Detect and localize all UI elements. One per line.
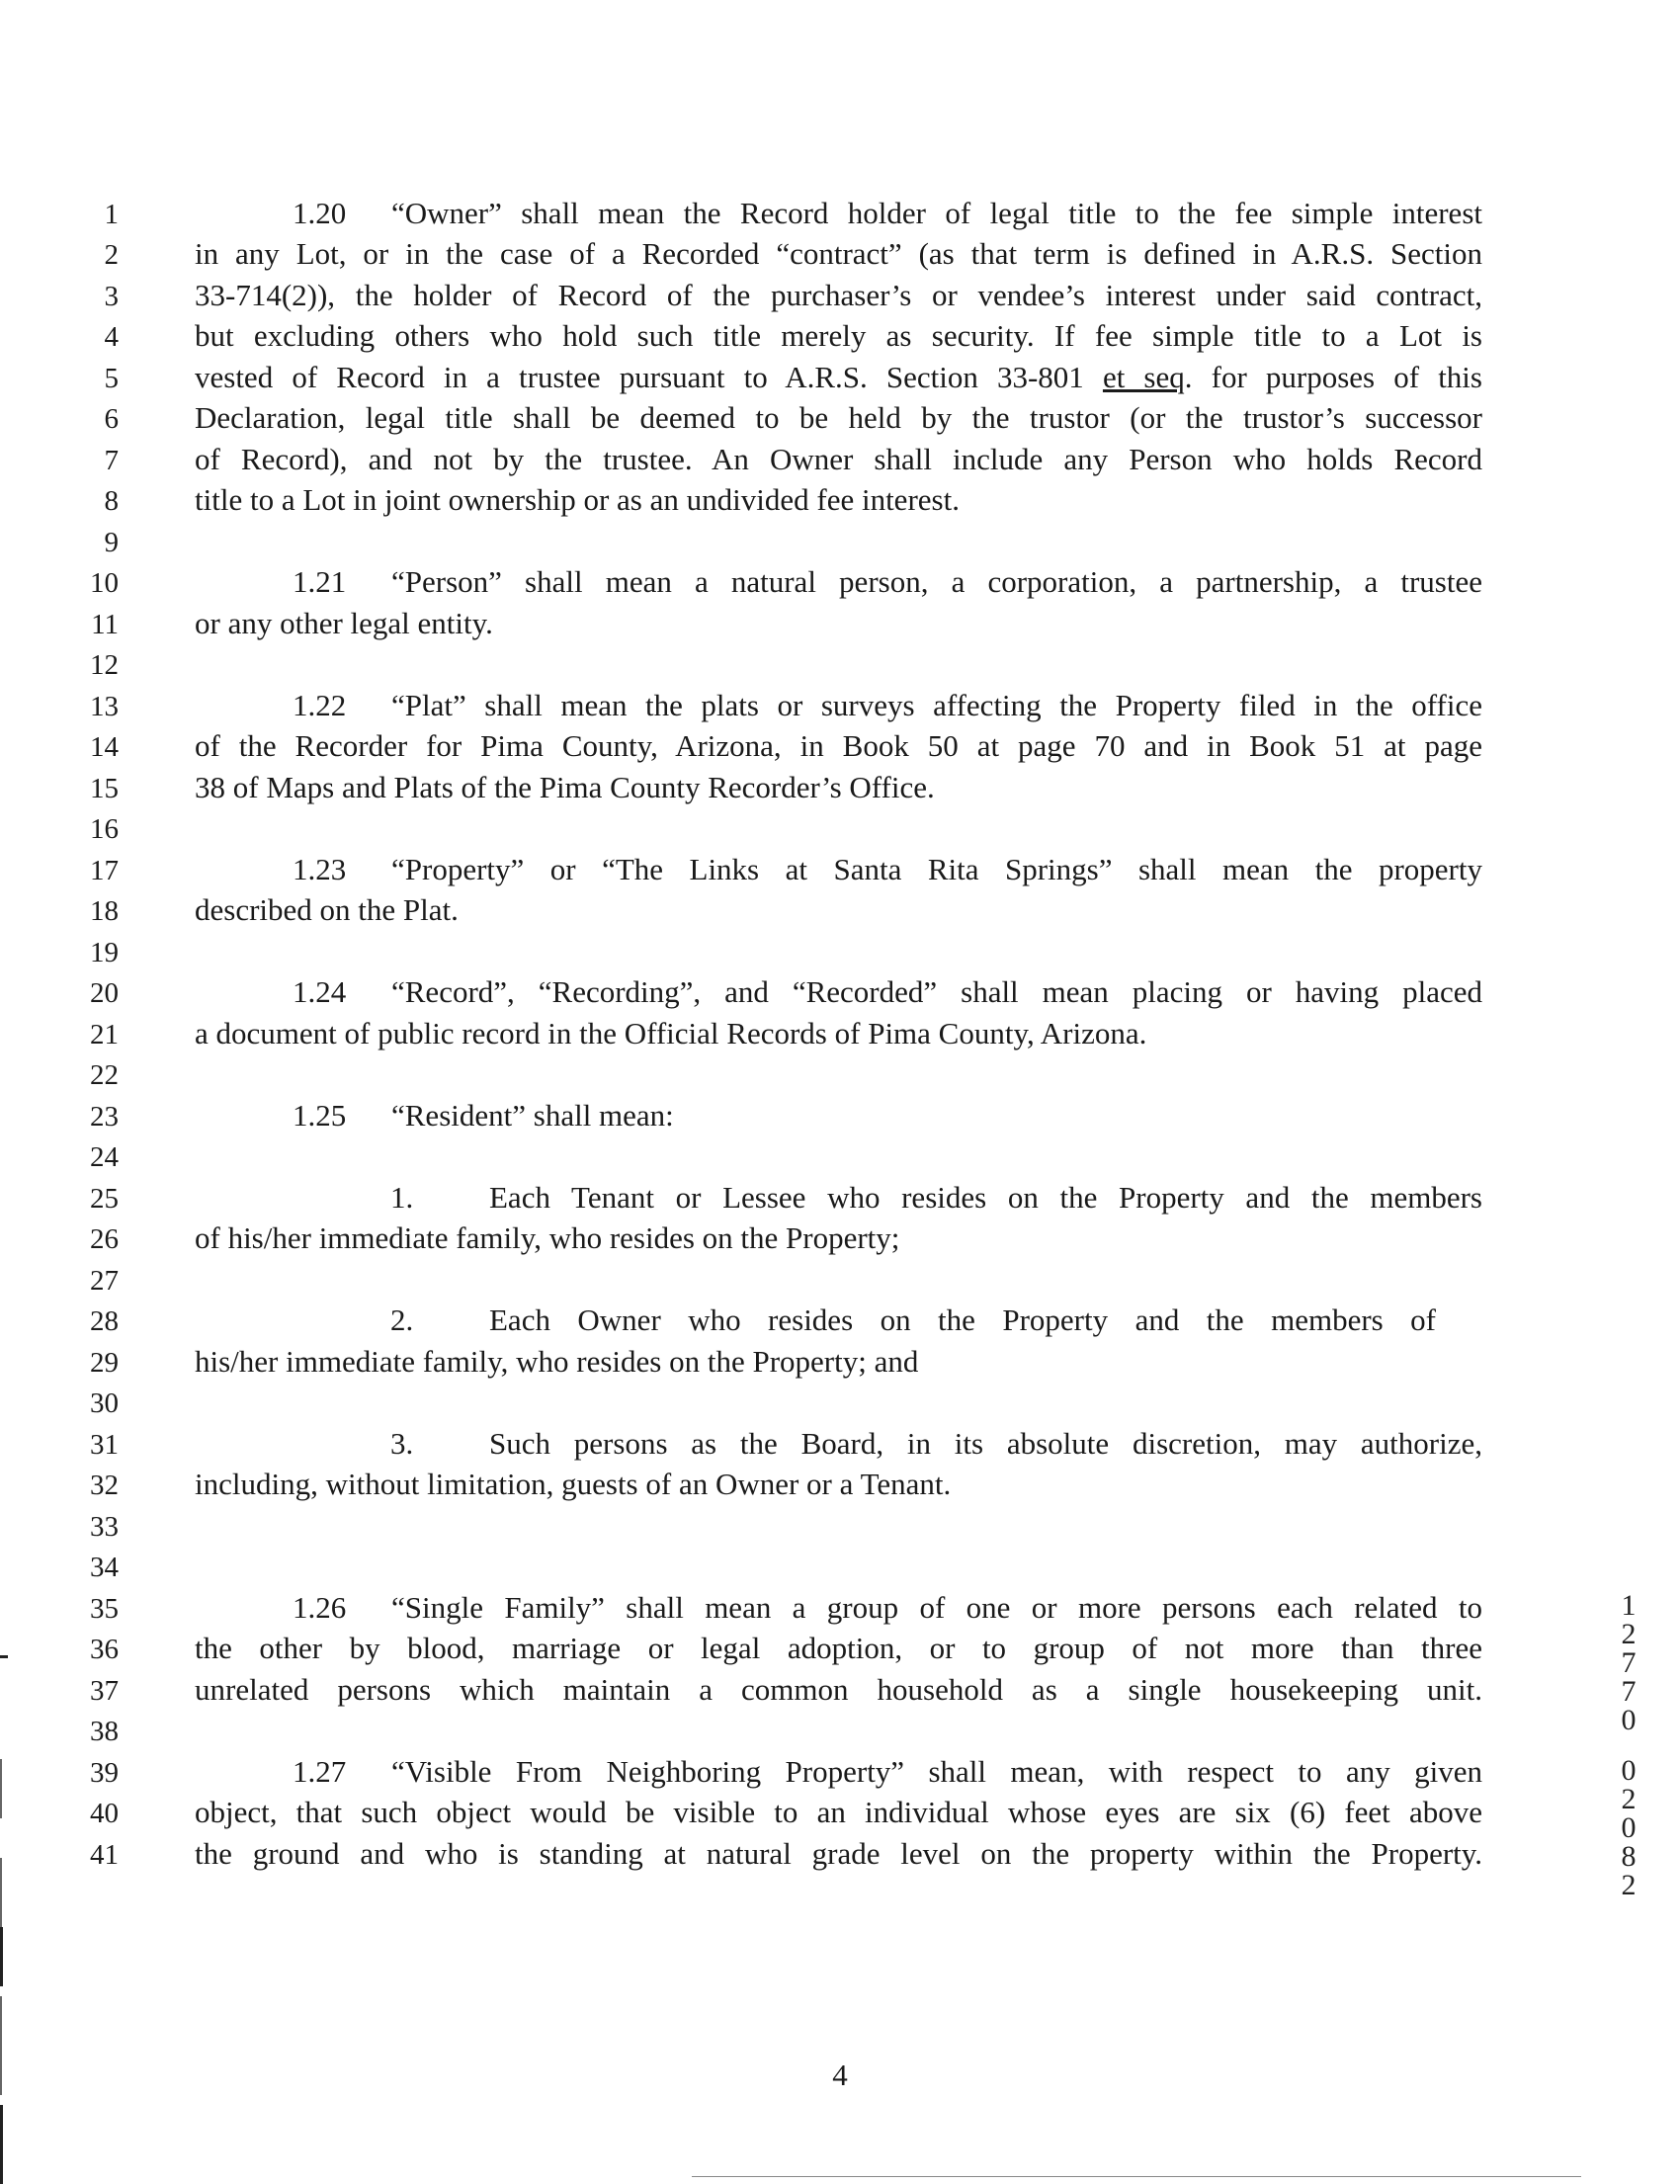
stamp-digit: 2 — [1621, 1869, 1637, 1901]
section-text: the ground and who is standing at natural grade level on the property within the Property. — [195, 1836, 1482, 1871]
line-number: 24 — [90, 1141, 119, 1173]
section-number: 1.23 — [293, 852, 347, 886]
line-number: 18 — [90, 895, 119, 927]
line-number: 26 — [90, 1223, 119, 1255]
stamp-digit: 2 — [1621, 1783, 1637, 1815]
line-number: 15 — [90, 773, 119, 804]
stamp-gap — [1609, 1734, 1648, 1756]
item-text: of his/her immediate family, who resides on the Property; — [195, 1220, 900, 1255]
line-number: 17 — [90, 855, 119, 886]
line-number: 23 — [90, 1101, 119, 1133]
line-number: 8 — [104, 485, 119, 517]
section-text: Declaration, legal title shall be deemed to be held by the trustor (or the trustor’s successor — [195, 400, 1482, 435]
stamp-digit: 8 — [1621, 1840, 1637, 1873]
section-text: title to a Lot in joint ownership or as an undivided fee interest. — [195, 482, 960, 517]
line-number: 19 — [90, 937, 119, 968]
line-number: 27 — [90, 1265, 119, 1297]
line-number: 29 — [90, 1347, 119, 1379]
line-number: 31 — [90, 1429, 119, 1461]
margin-mark — [0, 1927, 3, 1986]
stamp-digit: 0 — [1621, 1754, 1637, 1787]
item-text: Such persons as the Board, in its absolute discretion, may authorize, — [489, 1426, 1482, 1461]
line-number: 9 — [104, 527, 119, 558]
section-text: unrelated persons which maintain a common household as a single housekeeping unit. — [195, 1672, 1482, 1707]
line-number: 30 — [90, 1387, 119, 1419]
section-text: object, that such object would be visible to an individual whose eyes are six (6) feet above — [195, 1795, 1482, 1829]
line-number: 16 — [90, 813, 119, 845]
margin-mark — [0, 1858, 2, 1927]
section-number: 1.20 — [293, 196, 347, 230]
line-number: 22 — [90, 1059, 119, 1091]
section-text: but excluding others who hold such title merely as security. If fee simple title to a Lot is — [195, 318, 1482, 353]
line-number: 1 — [104, 199, 119, 230]
section-text: in any Lot, or in the case of a Recorded “contract” (as that term is defined in A.R.S. Section — [195, 236, 1482, 271]
section-text: “Resident” shall mean: — [391, 1098, 674, 1133]
line-number: 28 — [90, 1305, 119, 1337]
section-text: described on the Plat. — [195, 892, 459, 927]
section-number: 1.24 — [293, 974, 347, 1009]
margin-mark — [0, 2105, 3, 2184]
section-text: of the Recorder for Pima County, Arizona, in Book 50 at page 70 and in Book 51 at page — [195, 728, 1482, 763]
line-number: 13 — [90, 691, 119, 722]
item-text: his/her immediate family, who resides on the Property; and — [195, 1344, 919, 1379]
line-number: 14 — [90, 731, 119, 763]
margin-mark — [0, 1996, 2, 2095]
item-number: 3. — [390, 1426, 414, 1461]
line-number: 35 — [90, 1593, 119, 1625]
section-text: “Visible From Neighboring Property” shall mean, with respect to any given — [391, 1754, 1482, 1789]
line-number: 37 — [90, 1675, 119, 1707]
item-text: Each Owner who resides on the Property and the members of — [489, 1302, 1436, 1337]
margin-mark — [0, 1655, 8, 1658]
stamp-digit: 0 — [1621, 1811, 1637, 1844]
line-number: 34 — [90, 1552, 119, 1583]
section-text: “Owner” shall mean the Record holder of legal title to the fee simple interest — [391, 196, 1482, 230]
section-number: 1.25 — [293, 1098, 347, 1133]
section-number: 1.21 — [293, 564, 347, 599]
section-text: vested of Record in a trustee pursuant to A.R.S. Section 33-801 — [195, 360, 1103, 394]
line-number: 39 — [90, 1757, 119, 1789]
stamp-digit: 7 — [1621, 1646, 1637, 1679]
section-text: the other by blood, marriage or legal adoption, or to group of not more than three — [195, 1631, 1482, 1665]
line-number: 5 — [104, 363, 119, 394]
stamp-digit: 2 — [1621, 1618, 1637, 1650]
item-text: Each Tenant or Lessee who resides on the Property and the members — [489, 1180, 1482, 1215]
et-seq-underlined: et seq — [1102, 360, 1185, 394]
bottom-rule — [692, 2176, 1581, 2177]
line-number: 40 — [90, 1798, 119, 1829]
line-number: 21 — [90, 1019, 119, 1050]
section-text: of Record), and not by the trustee. An Owner shall include any Person who holds Record — [195, 442, 1482, 476]
section-text: “Record”, “Recording”, and “Recorded” shall mean placing or having placed — [391, 974, 1482, 1009]
line-number: 33 — [90, 1511, 119, 1543]
line-number: 3 — [104, 281, 119, 312]
recording-stamp — [1609, 1591, 1648, 1899]
stamp-digit: 7 — [1621, 1675, 1637, 1708]
line-number: 2 — [104, 239, 119, 271]
line-number: 6 — [104, 403, 119, 435]
line-number: 20 — [90, 977, 119, 1009]
section-number: 1.27 — [293, 1754, 347, 1789]
line-number: 25 — [90, 1183, 119, 1215]
line-number: 12 — [90, 649, 119, 681]
section-number: 1.26 — [293, 1590, 347, 1625]
item-number: 1. — [390, 1180, 414, 1215]
margin-mark — [0, 1759, 2, 1818]
line-number: 32 — [90, 1470, 119, 1501]
section-text: “Property” or “The Links at Santa Rita Springs” shall mean the property — [391, 852, 1482, 886]
stamp-digit: 1 — [1621, 1589, 1637, 1622]
item-number: 2. — [390, 1302, 414, 1337]
section-text: 33-714(2)), the holder of Record of the purchaser’s or vendee’s interest under said contract, — [195, 278, 1482, 312]
section-text: “Person” shall mean a natural person, a corporation, a partnership, a trustee — [391, 564, 1482, 599]
item-text: including, without limitation, guests of an Owner or a Tenant. — [195, 1467, 952, 1501]
line-number: 11 — [91, 609, 119, 640]
section-text: . for purposes of this — [1184, 360, 1482, 394]
section-text: 38 of Maps and Plats of the Pima County Recorder’s Office. — [195, 770, 935, 804]
line-number: 4 — [104, 321, 119, 353]
section-number: 1.22 — [293, 688, 347, 722]
section-text: “Plat” shall mean the plats or surveys affecting the Property filed in the office — [391, 688, 1482, 722]
line-number: 38 — [90, 1716, 119, 1747]
section-text: or any other legal entity. — [195, 606, 493, 640]
line-number: 10 — [90, 567, 119, 599]
page-number: 4 — [832, 2058, 848, 2092]
stamp-digit: 0 — [1621, 1704, 1637, 1736]
section-text: a document of public record in the Official Records of Pima County, Arizona. — [195, 1016, 1147, 1050]
section-text: “Single Family” shall mean a group of one or more persons each related to — [391, 1590, 1482, 1625]
line-number: 36 — [90, 1634, 119, 1665]
line-number: 7 — [104, 445, 119, 476]
line-number: 41 — [90, 1839, 119, 1871]
